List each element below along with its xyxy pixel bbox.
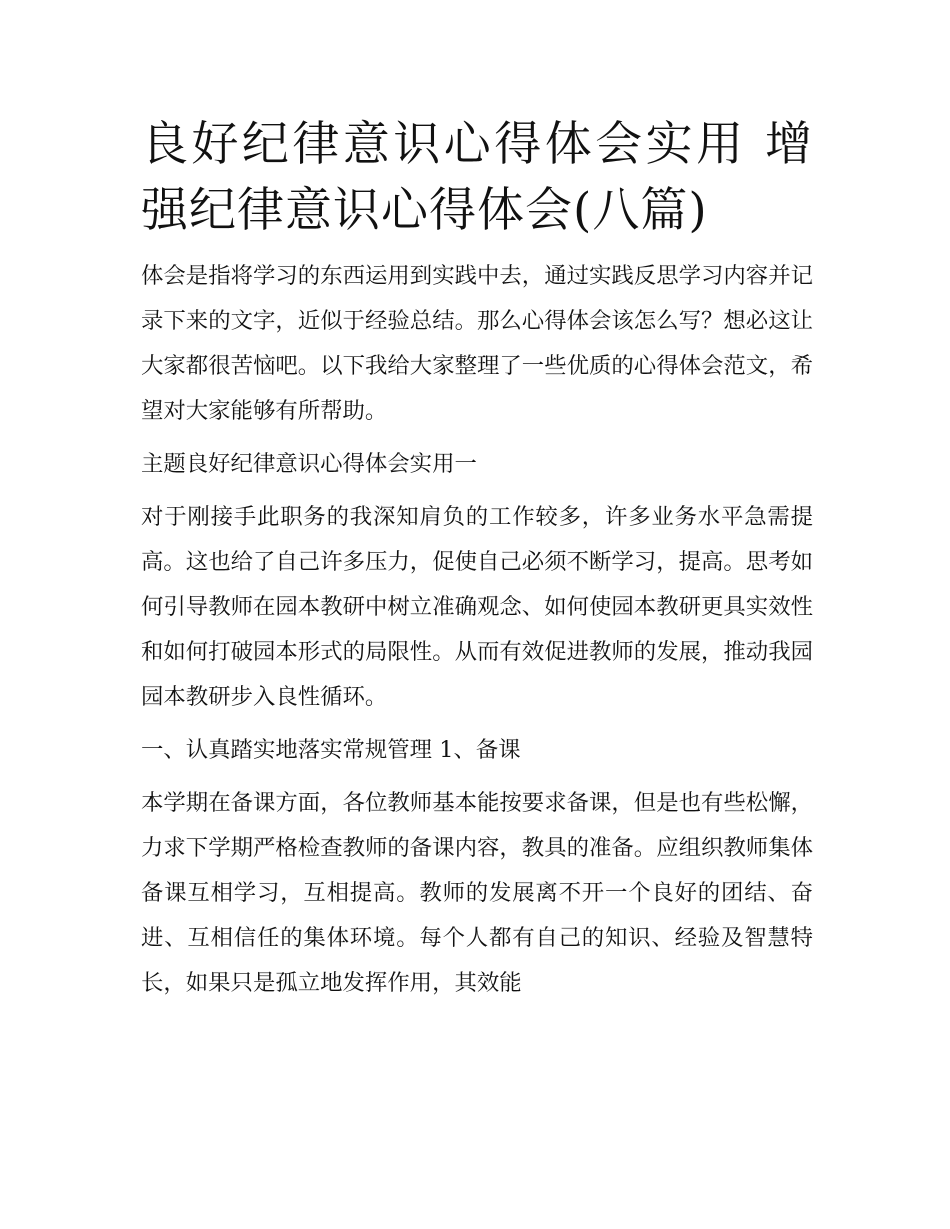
body-paragraph: 本学期在备课方面，各位教师基本能按要求备课，但是也有些松懈，力求下学期严格检查教师的备课内容，教具的准备。应组织教师集体备课互相学习，互相提高。教师的发展离不开一个良好的团结、奋进、互相信任的集体环境。每个人都有自己的知识、经验及智慧特长，如果只是孤立地发挥作用，其效能 [141,790,813,996]
intro-paragraph: 体会是指将学习的东西运用到实践中去，通过实践反思学习内容并记录下来的文字，近似于经验总结。那么心得体会该怎么写？想必这让大家都很苦恼吧。以下我给大家整理了一些优质的心得体会范文，希望对大家能够有所帮助。 [141,263,813,424]
document-body [141,254,813,1006]
body-paragraph: 对于刚接手此职务的我深知肩负的工作较多，许多业务水平急需提高。这也给了自己许多压力，促使自己必须不断学习，提高。思考如何引导教师在园本教研中树立准确观念、如何使园本教研更具实效性和如何打破园本形式的局限性。从而有效促进教师的发展，推动我园园本教研步入良性循环。 [141,504,813,710]
subsection-heading: 一、认真踏实地落实常规管理 1、备课 [141,737,521,763]
document-title: 良好纪律意识心得体会实用 增强纪律意识心得体会(八篇) [141,117,813,238]
section-heading: 主题良好纪律意识心得体会实用一 [141,451,477,477]
document-page [141,112,813,1006]
